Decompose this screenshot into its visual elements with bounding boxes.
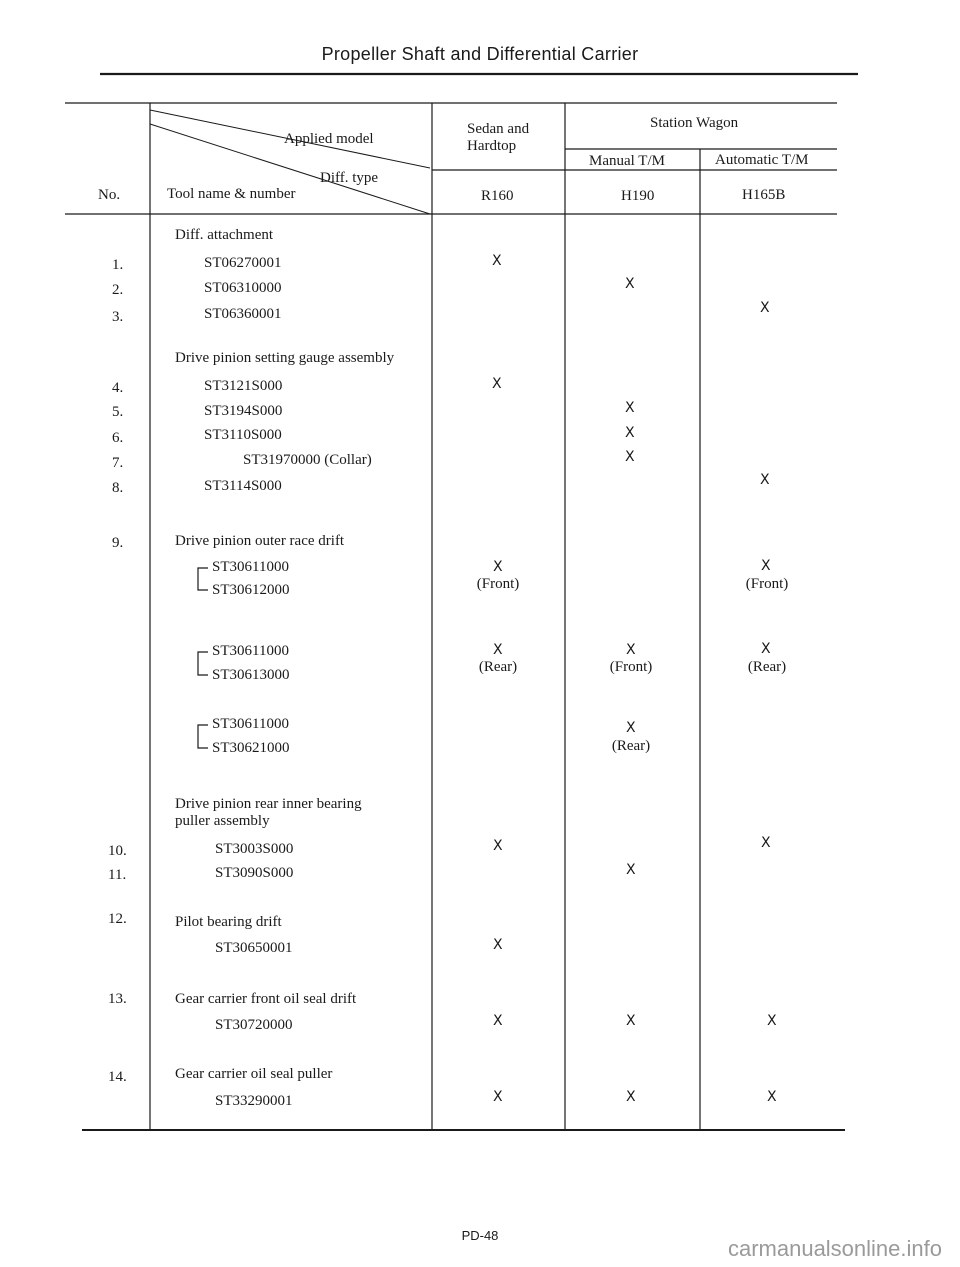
header-applied-model: Applied model bbox=[284, 131, 374, 147]
position-label-front: (Front) bbox=[745, 576, 789, 592]
row-number: 14. bbox=[108, 1069, 127, 1085]
bracket-group-3 bbox=[198, 725, 208, 748]
x-mark: X bbox=[492, 376, 502, 392]
tool-number: ST30621000 bbox=[212, 740, 290, 756]
header-manual: Manual T/M bbox=[589, 153, 665, 169]
position-label-front: (Front) bbox=[476, 576, 520, 592]
row-number: 6. bbox=[112, 430, 124, 446]
x-mark: X bbox=[626, 862, 636, 878]
x-mark: X bbox=[761, 835, 771, 851]
x-mark: X bbox=[761, 558, 771, 574]
group-label-diff-attachment: Diff. attachment bbox=[175, 227, 274, 243]
row-number: 10. bbox=[108, 843, 127, 859]
row-number: 11. bbox=[108, 867, 127, 883]
x-mark: X bbox=[493, 838, 503, 854]
row-number: 2. bbox=[112, 282, 124, 298]
tool-number: ST06360001 bbox=[204, 306, 282, 322]
row-number: 5. bbox=[112, 404, 124, 420]
header-sedan-line1: Sedan and bbox=[467, 121, 530, 137]
tool-number: ST3114S000 bbox=[204, 478, 282, 494]
row-number: 7. bbox=[112, 455, 124, 471]
x-mark: X bbox=[626, 1013, 636, 1029]
x-mark: X bbox=[760, 300, 770, 316]
x-mark: X bbox=[493, 1013, 503, 1029]
header-r160: R160 bbox=[481, 188, 514, 204]
x-mark: X bbox=[626, 642, 636, 658]
tool-number: ST06310000 bbox=[204, 280, 282, 296]
tool-number: ST3110S000 bbox=[204, 427, 282, 443]
tool-number: ST30720000 bbox=[215, 1017, 293, 1033]
tool-number: ST33290001 bbox=[215, 1093, 293, 1109]
x-mark: X bbox=[625, 425, 635, 441]
x-mark: X bbox=[493, 642, 503, 658]
header-diff-type: Diff. type bbox=[320, 170, 379, 186]
tool-number: ST30611000 bbox=[212, 559, 289, 575]
group-label-front-oil-seal-drift: Gear carrier front oil seal drift bbox=[175, 991, 357, 1007]
x-mark: X bbox=[767, 1013, 777, 1029]
group-label-outer-race-drift: Drive pinion outer race drift bbox=[175, 533, 345, 549]
position-label-front: (Front) bbox=[609, 659, 653, 675]
row-number: 4. bbox=[112, 380, 124, 396]
group-label-oil-seal-puller: Gear carrier oil seal puller bbox=[175, 1066, 333, 1082]
position-label-rear: (Rear) bbox=[747, 659, 787, 675]
tool-number: ST30611000 bbox=[212, 643, 289, 659]
group-label-puller: Drive pinion rear inner bearing bbox=[175, 796, 362, 812]
row-number: 13. bbox=[108, 991, 127, 1007]
tool-number: ST30613000 bbox=[212, 667, 290, 683]
tool-number: ST3121S000 bbox=[204, 378, 283, 394]
group-label-drive-pinion-gauge: Drive pinion setting gauge assembly bbox=[175, 350, 395, 366]
row-number: 3. bbox=[112, 309, 124, 325]
tool-number: ST06270001 bbox=[204, 255, 282, 271]
header-automatic: Automatic T/M bbox=[715, 152, 809, 168]
watermark: carmanualsonline.info bbox=[727, 1236, 942, 1261]
x-mark: X bbox=[761, 641, 771, 657]
position-label-rear: (Rear) bbox=[478, 659, 518, 675]
page-number: PD-48 bbox=[461, 1228, 499, 1243]
x-mark: X bbox=[626, 1089, 636, 1105]
group-label-pilot-bearing-drift: Pilot bearing drift bbox=[175, 914, 282, 930]
row-number: 8. bbox=[112, 480, 124, 496]
x-mark: X bbox=[626, 720, 636, 736]
row-number: 9. bbox=[112, 535, 124, 551]
tool-number: ST3003S000 bbox=[215, 841, 294, 857]
tool-number: ST30650001 bbox=[215, 940, 293, 956]
bracket-group-1 bbox=[198, 568, 208, 590]
x-mark: X bbox=[493, 559, 503, 575]
header-h165b: H165B bbox=[742, 187, 786, 203]
header-station-wagon: Station Wagon bbox=[650, 115, 739, 131]
header-no: No. bbox=[98, 187, 121, 203]
page-title: Propeller Shaft and Differential Carrier bbox=[321, 44, 639, 64]
tool-number: ST30611000 bbox=[212, 716, 289, 732]
bracket-group-2 bbox=[198, 652, 208, 675]
header-sedan-line2: Hardtop bbox=[467, 138, 517, 154]
header-h190: H190 bbox=[621, 188, 655, 204]
header-tool-name: Tool name & number bbox=[167, 186, 296, 202]
x-mark: X bbox=[767, 1089, 777, 1105]
x-mark: X bbox=[625, 400, 635, 416]
x-mark: X bbox=[760, 472, 770, 488]
x-mark: X bbox=[625, 276, 635, 292]
x-mark: X bbox=[492, 253, 502, 269]
tool-number: ST30612000 bbox=[212, 582, 290, 598]
tool-number: ST3194S000 bbox=[204, 403, 283, 419]
tool-number: ST3090S000 bbox=[215, 865, 294, 881]
position-label-rear: (Rear) bbox=[611, 738, 651, 754]
group-label-puller-2: puller assembly bbox=[175, 813, 270, 829]
x-mark: X bbox=[493, 1089, 503, 1105]
tool-number: ST31970000 (Collar) bbox=[243, 452, 372, 468]
row-number: 12. bbox=[108, 911, 127, 927]
row-number: 1. bbox=[112, 257, 124, 273]
x-mark: X bbox=[625, 449, 635, 465]
x-mark: X bbox=[493, 937, 503, 953]
